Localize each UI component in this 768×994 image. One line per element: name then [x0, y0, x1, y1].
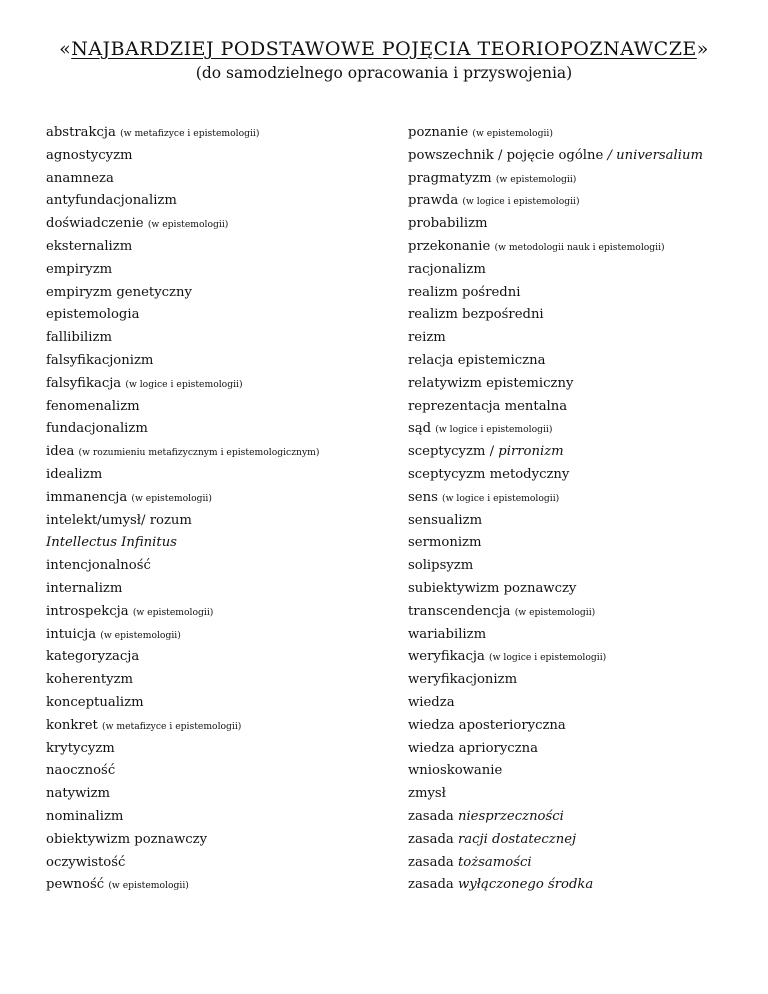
term-row [46, 396, 376, 419]
term-label: epistemologia [46, 307, 140, 323]
term-row [408, 373, 748, 396]
term-row [408, 168, 748, 191]
term-label: zasada [408, 831, 454, 847]
term-label: przekonanie [408, 238, 491, 254]
term-italic-part: / universalium [607, 147, 703, 163]
term-context-note: (w metodologii nauk i epistemologii) [494, 241, 665, 253]
term-label: fundacjonalizm [46, 421, 148, 437]
term-context-note: (w logice i epistemologii) [462, 196, 580, 208]
term-row [46, 464, 376, 487]
term-italic-part: racji dostatecznej [457, 831, 577, 847]
term-row [408, 852, 748, 875]
term-row [408, 327, 748, 350]
term-row [408, 646, 748, 669]
term-label: eksternalizm [46, 238, 133, 254]
term-context-note: (w logice i epistemologii) [435, 424, 553, 436]
term-row [46, 852, 376, 875]
term-label: abstrakcja [46, 125, 116, 140]
term-context-note: (w metafizyce i epistemologii) [102, 720, 242, 732]
page-subtitle: (do samodzielnego opracowania i przyswojenia) [195, 64, 573, 82]
term-label: wariabilizm [408, 626, 487, 642]
term-label: wiedza aprioryczna [408, 740, 538, 756]
term-row [408, 213, 748, 236]
term-label: sceptycyzm metodyczny [408, 466, 570, 482]
term-label: pewność [46, 877, 105, 893]
term-label: subiektywizm poznawczy [408, 580, 577, 596]
term-label: idea [46, 444, 75, 460]
term-row [408, 669, 748, 692]
term-context-note: (w logice i epistemologii) [489, 652, 607, 664]
term-label: oczywistość [46, 854, 126, 870]
term-label: obiektywizm poznawczy [46, 831, 208, 847]
term-row [408, 259, 748, 282]
term-row [46, 646, 376, 669]
term-label: sceptycyzm / [408, 444, 495, 460]
term-row [46, 806, 376, 829]
term-italic-part: tożsamości [457, 854, 532, 870]
term-label: empiryzm genetyczny [46, 284, 192, 300]
term-row [408, 783, 748, 806]
term-label: intencjonalność [46, 558, 151, 574]
term-row [46, 738, 376, 761]
term-label: internalizm [46, 580, 123, 596]
term-context-note: (w epistemologii) [514, 606, 596, 618]
term-row [46, 578, 376, 601]
term-row [408, 715, 748, 738]
term-label: reprezentacja mentalna [408, 398, 568, 414]
term-italic-part: niesprzeczności [457, 808, 564, 824]
term-row [408, 578, 748, 601]
term-label: wnioskowanie [408, 763, 503, 779]
term-label: nominalizm [46, 808, 124, 824]
term-context-note: (w rozumieniu metafizycznym i epistemologicznym) [78, 447, 320, 459]
term-row [46, 692, 376, 715]
term-row [408, 806, 748, 829]
term-italic-part: pirronizm [498, 444, 564, 460]
term-row [46, 327, 376, 350]
term-row [46, 555, 376, 578]
term-row [46, 829, 376, 852]
term-row [408, 236, 748, 259]
term-label: doświadczenie [46, 216, 144, 232]
term-row [46, 487, 376, 510]
term-label: wiedza [408, 694, 455, 710]
term-label: kategoryzacja [46, 649, 140, 665]
term-context-note: (w epistemologii) [108, 880, 189, 892]
term-row [46, 236, 376, 259]
term-row [46, 259, 376, 282]
term-row [408, 510, 748, 533]
term-row [408, 829, 748, 852]
term-label: zmysł [408, 786, 446, 802]
term-row [408, 282, 748, 305]
term-row [46, 168, 376, 191]
term-row [46, 190, 376, 213]
term-row [46, 282, 376, 305]
term-row [408, 487, 748, 510]
term-row [46, 874, 376, 897]
term-row [46, 510, 376, 533]
term-row [408, 304, 748, 327]
term-label: weryfikacjonizm [408, 672, 518, 688]
term-row [408, 418, 748, 441]
term-label: sąd [408, 421, 432, 437]
term-label: solipsyzm [408, 558, 474, 574]
term-label: powszechnik / pojęcie ogólne [408, 147, 604, 163]
term-label: racjonalizm [408, 261, 486, 277]
term-row [46, 213, 376, 236]
title-close-quote: » [696, 38, 709, 60]
term-label: konceptualizm [46, 694, 144, 710]
terms-right-column [408, 122, 748, 897]
term-context-note: (w epistemologii) [495, 173, 577, 185]
term-label: antyfundacjonalizm [46, 193, 177, 209]
term-row [46, 304, 376, 327]
term-row [408, 601, 748, 624]
term-label: natywizm [46, 786, 111, 802]
term-label: krytycyzm [46, 740, 115, 756]
term-row [46, 624, 376, 647]
term-row [46, 783, 376, 806]
term-label: sens [408, 489, 438, 505]
term-label: anamneza [46, 170, 114, 186]
term-context-note: (w metafizyce i epistemologii) [120, 128, 260, 139]
term-row [46, 715, 376, 738]
term-row [408, 624, 748, 647]
term-row [408, 532, 748, 555]
term-label: poznanie [408, 125, 469, 140]
term-label: weryfikacja [408, 649, 485, 665]
term-label: Intellectus Infinitus [46, 535, 177, 551]
term-context-note: (w epistemologii) [472, 128, 553, 139]
term-row [46, 373, 376, 396]
term-label: wiedza aposterioryczna [408, 717, 566, 733]
term-row [408, 145, 748, 168]
term-label: zasada [408, 877, 454, 893]
term-context-note: (w logice i epistemologii) [442, 492, 560, 504]
term-context-note: (w epistemologii) [147, 219, 229, 231]
term-row [408, 760, 748, 783]
term-label: intelekt/umysł/ rozum [46, 512, 192, 528]
term-row [408, 122, 748, 145]
term-label: probabilizm [408, 216, 488, 232]
term-row [46, 350, 376, 373]
term-label: idealizm [46, 466, 103, 482]
term-row [46, 418, 376, 441]
term-row [46, 145, 376, 168]
term-label: falsyfikacjonizm [46, 352, 154, 368]
term-row [46, 601, 376, 624]
term-label: reizm [408, 330, 446, 346]
term-label: empiryzm [46, 261, 113, 277]
term-label: sensualizm [408, 512, 483, 528]
term-label: agnostycyzm [46, 147, 133, 163]
term-row [46, 760, 376, 783]
title-open-quote: « [59, 38, 72, 60]
terms-left-column [46, 122, 376, 897]
term-label: realizm bezpośredni [408, 307, 544, 323]
term-label: introspekcja [46, 603, 129, 619]
term-context-note: (w epistemologii) [131, 492, 212, 504]
term-label: fenomenalizm [46, 398, 140, 414]
term-label: pragmatyzm [408, 170, 492, 186]
term-label: zasada [408, 808, 454, 824]
term-row [408, 396, 748, 419]
term-label: fallibilizm [46, 330, 112, 346]
term-row [408, 874, 748, 897]
term-label: koherentyzm [46, 672, 134, 688]
term-label: konkret [46, 717, 98, 733]
term-row [408, 464, 748, 487]
term-row [46, 532, 376, 555]
term-row [408, 692, 748, 715]
page-title [0, 38, 768, 60]
term-row [408, 441, 748, 464]
term-row [408, 555, 748, 578]
term-label: immanencja [46, 489, 128, 505]
term-label: prawda [408, 193, 459, 209]
title-text: NAJBARDZIEJ PODSTAWOWE POJĘCIA TEORIOPOZNAWCZE [71, 38, 697, 60]
term-row [46, 122, 376, 145]
term-context-note: (w epistemologii) [132, 606, 214, 618]
term-label: zasada [408, 854, 454, 870]
term-label: naoczność [46, 763, 116, 779]
term-italic-part: wyłączonego środka [457, 877, 594, 893]
term-row [46, 441, 376, 464]
term-row [408, 190, 748, 213]
term-label: intuicja [46, 626, 97, 642]
term-context-note: (w epistemologii) [100, 629, 181, 641]
term-row [408, 350, 748, 373]
term-label: realizm pośredni [408, 284, 521, 300]
term-label: relacja epistemiczna [408, 352, 546, 368]
term-label: transcendencja [408, 603, 511, 619]
term-row [408, 738, 748, 761]
term-label: relatywizm epistemiczny [408, 375, 574, 391]
term-label: falsyfikacja [46, 375, 122, 391]
term-row [46, 669, 376, 692]
term-label: sermonizm [408, 535, 482, 551]
term-context-note: (w logice i epistemologii) [125, 378, 243, 390]
